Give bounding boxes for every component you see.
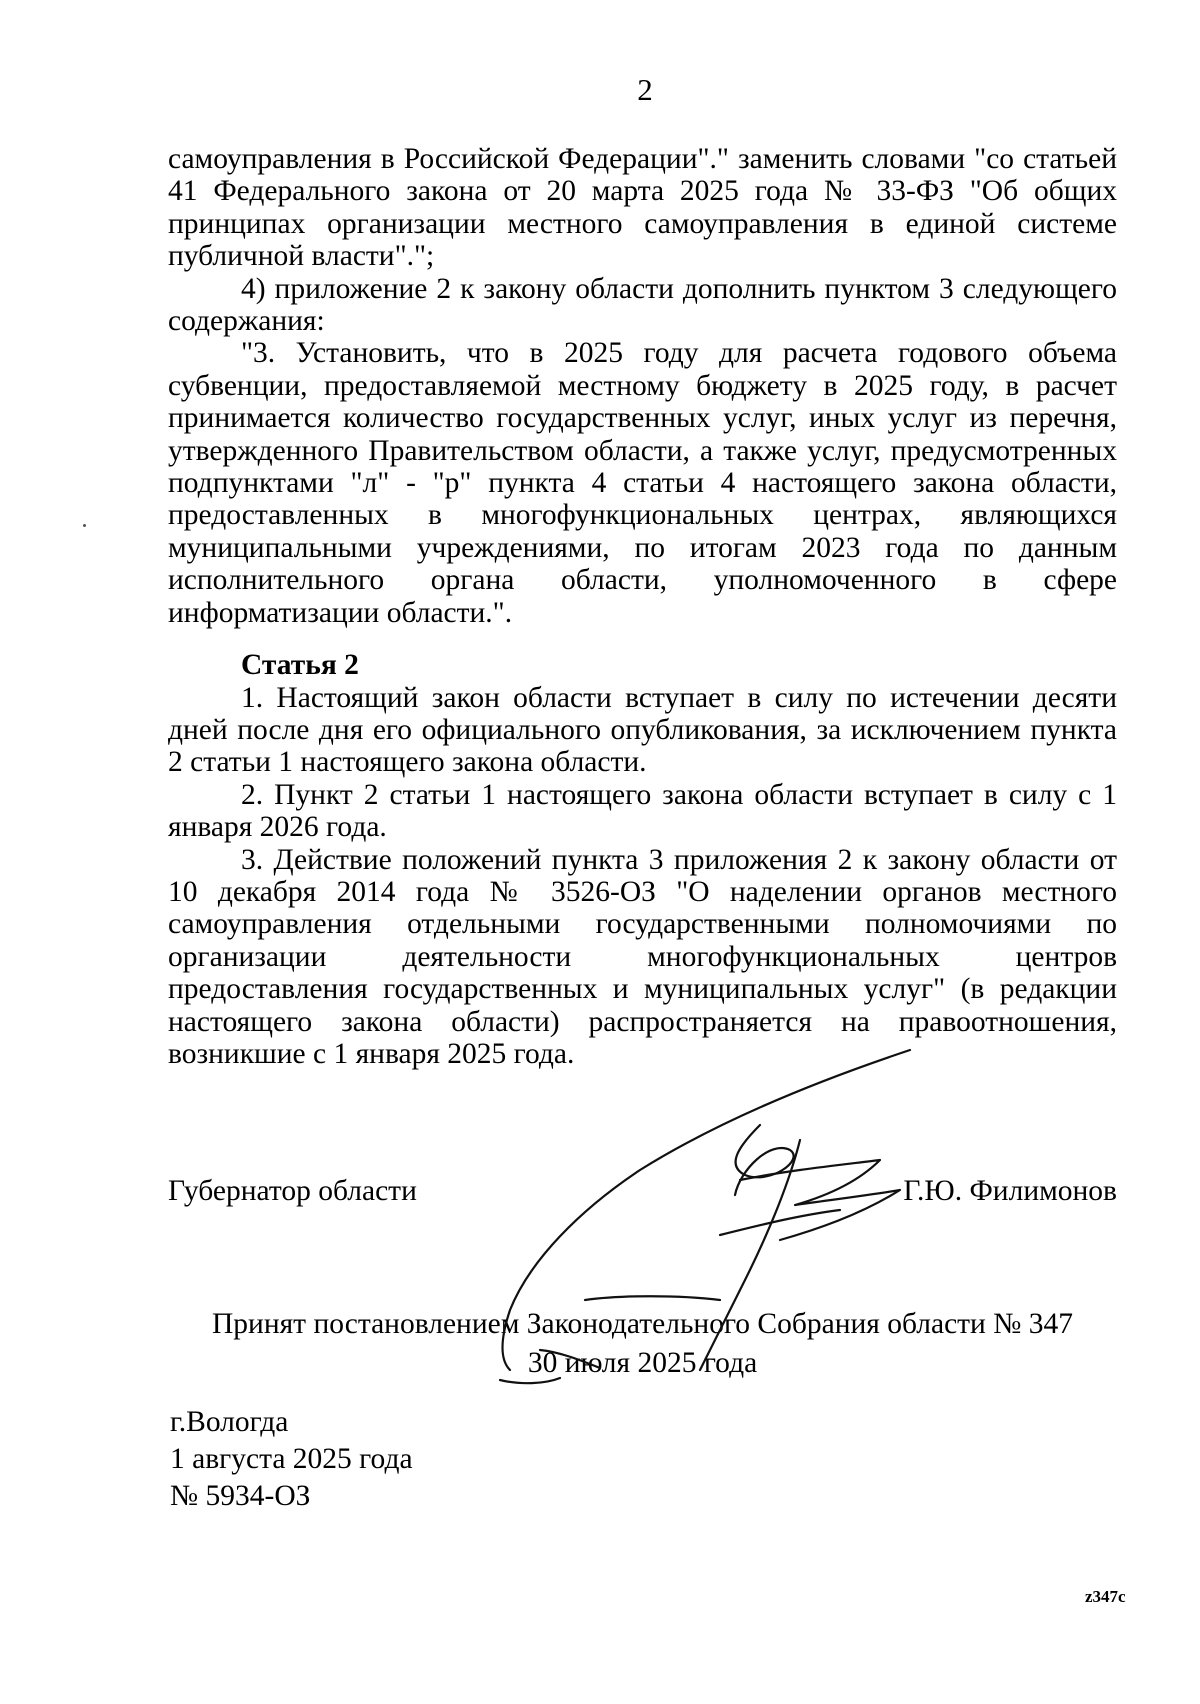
law-number: № 5934-ОЗ bbox=[170, 1480, 311, 1512]
article-heading: Статья 2 bbox=[241, 649, 359, 682]
signer-title: Губернатор области bbox=[168, 1175, 417, 1207]
document-code: z347c bbox=[1085, 1587, 1126, 1606]
adoption-note bbox=[168, 1305, 1117, 1383]
place-date-block bbox=[170, 1404, 413, 1515]
paragraph-quoted-point-3: "3. Установить, что в 2025 году для расчета годового объема субвенции, предоставляемой местному бюджету в 2025 году, в расчет принимается количество государственных услуг, иных услуг из перечня, утвержденного Правительством области, а также услуг, предусмотренных подпунктами "л" - "р" пункта 4 статьи 4 настоящего закона области, предоставленных в многофункциональных центрах, являющихся муниципальными учреждениями, по итогам 2023 года по данным исполнительного органа области, уполномоченного в сфере информатизации области.". bbox=[168, 337, 1117, 629]
scan-speck bbox=[83, 524, 86, 527]
document-body bbox=[168, 143, 1117, 1070]
signer-name: Г.Ю. Филимонов bbox=[903, 1175, 1117, 1207]
city: г.Вологда bbox=[170, 1406, 289, 1438]
paragraph-item-4: 4) приложение 2 к закону области дополнить пунктом 3 следующего содержания: bbox=[168, 272, 1117, 338]
signature-block bbox=[168, 1175, 1117, 1215]
article-item-1: 1. Настоящий закон области вступает в силу по истечении десяти дней после дня его официального опубликования, за исключением пункта 2 статьи 1 настоящего закона области. bbox=[168, 681, 1117, 779]
adoption-date: 30 июля 2025 года bbox=[527, 1347, 758, 1379]
article-item-3: 3. Действие положений пункта 3 приложения 2 к закону области от 10 декабря 2014 года № 3526-ОЗ "О наделении органов местного самоуправления отдельными государственными полномочиями по организации деятельности многофункциональных центров предоставления государственных и муниципальных услуг" (в редакции настоящего закона области) распространяется на правоотношения, возникшие с 1 января 2025 года. bbox=[168, 843, 1117, 1070]
paragraph-continuation: самоуправления в Российской Федерации"." заменить словами "со статьей 41 Федерального закона от 20 марта 2025 года № 33-ФЗ "Об общих принципах организации местного самоуправления в единой системе публичной власти"."; bbox=[168, 143, 1117, 273]
article-item-2: 2. Пункт 2 статьи 1 настоящего закона области вступает в силу с 1 января 2026 года. bbox=[168, 778, 1117, 844]
adoption-line: Принят постановлением Законодательного Собрания области № 347 bbox=[211, 1308, 1073, 1340]
page-number: 2 bbox=[637, 72, 653, 107]
signing-date: 1 августа 2025 года bbox=[170, 1443, 413, 1475]
